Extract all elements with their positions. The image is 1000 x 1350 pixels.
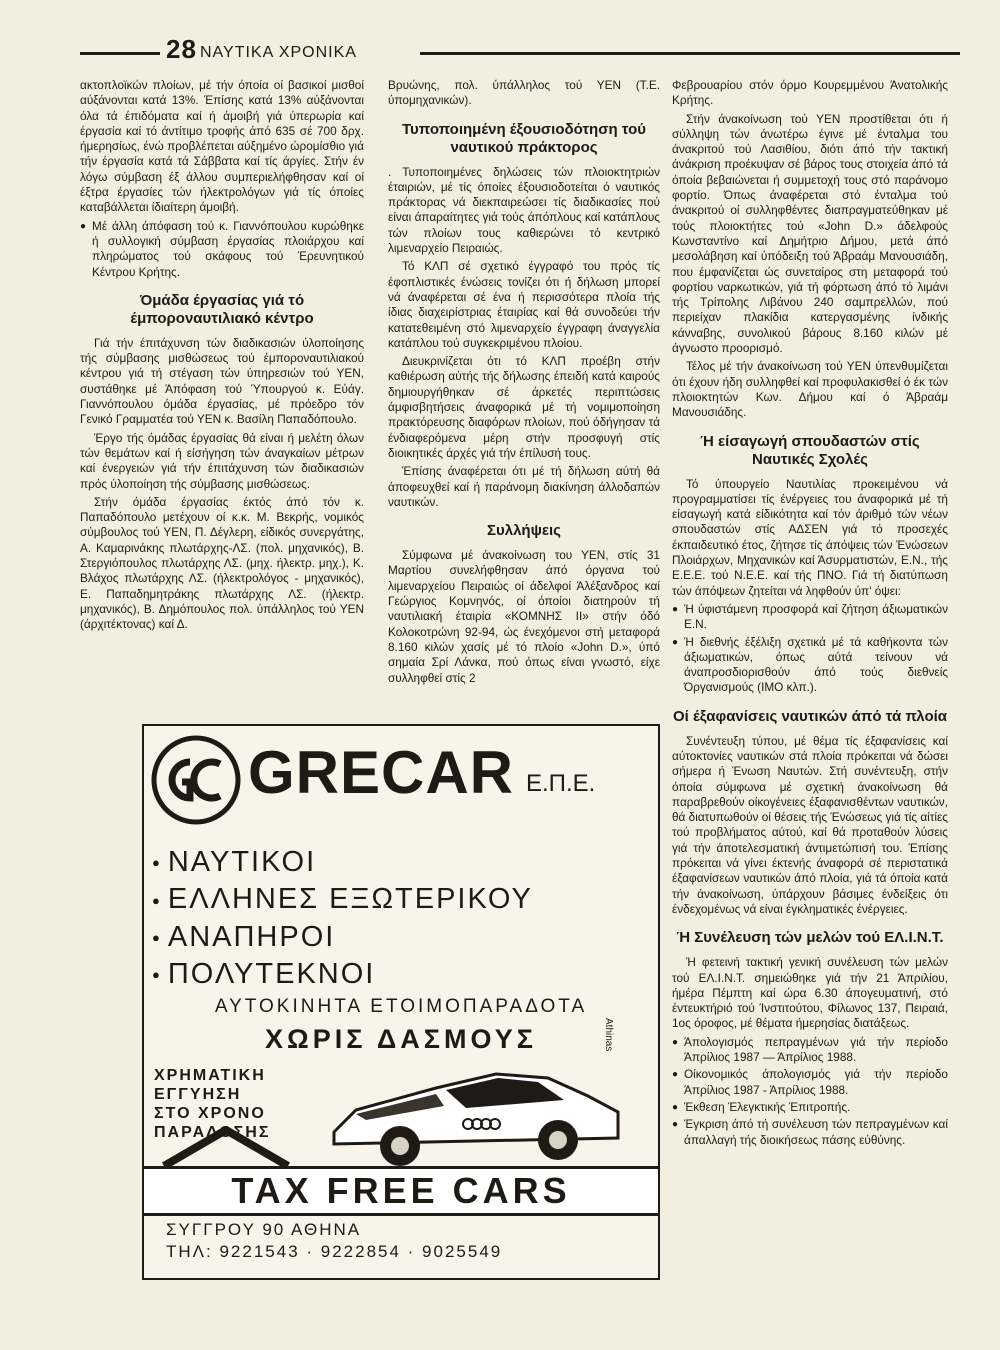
ad-categories [152,844,533,993]
col1-bullet: ● Μέ άλλη άπόφαση τού κ. Γιαννόπουλου κυρώθηκε ή συλλογική σύμβαση έργασίας πλοιάρχου καί πληρώματος τού σκάφους τού Έρευνητικού Κέντρου Κρήτης. [80,219,364,280]
col3-paragraph: Συνέντευξη τύπου, μέ θέμα τίς έξαφανίσεις καί αύτοκτονίες ναυτικών στά πλοία πρόκειται νά δώσει σήμερα ή Ένωση Ναυτών. Στή συνέντευξη, στήν όποία σύμφωνα μέ σχετική άνακοίνωση θά παραβρεθούν οίκογένειες έξαφανισθέντων ναυτικών, θά διατυπωθούν οί θέσεις τής Ένώσεως γιά τίς αίτίες τού προβλήματος αύτού, καί θά προταθούν λύσεις γιά τήν άποτελεσματική άντιμετώπισή του. Έπίσης πρόκειται νά γίνει έκτενής άναφορά σέ περιστατικά έξαφανίσεων ναυτικών άπό πλοία, γιά τά όποία κατά τήν άνακοίνωση, ύπάρχουν βάσιμες ένδείξεις ότι ένδεχομένως νά είναι έγκληματικές ένέργειες. [672,733,948,916]
ad-category: ● ΠΟΛΥΤΕΚΝΟΙ [152,956,533,993]
col3-bullet: ● Ή διεθνής έξέλιξη σχετικά μέ τά καθήκοντα τών άξιωματικών, όπως αύτά τείνουν νά άναπροσδιορισθούν άπό τούς διεθνείς Όργανισμούς (ΙΜΟ κλπ.). [672,635,948,696]
col3-agenda-bullets [672,1035,948,1148]
page-header [80,34,960,70]
column-2 [388,78,660,710]
grecar-advertisement [142,724,660,1280]
col1-paragraph: ακτοπλοϊκών πλοίων, μέ τήν όποία οί βασικοί μισθοί αύξάνονται κατά 13%. Έπίσης κατά 13% αύξάνονται όλα τά έπιδόματα καί ή άμοιβή γιά ύπερωρία καί έργασία καί τό άντίτιμο τροφής άπό 635 σέ 700 δρχ. ήμερησίως, ένώ προβλέπεται αύξημένο ώρομίσθιο γιά τήν έργασία κατά τά Σάββατα καί τίς άργίες. Στήν έν λόγω σύμβαση έξ άλλου συμπεριελήφθησαν καί οί έξτρα έργασίες τών ήλεκτρολόγων γιά τίς όποίες καταβάλλεται ίδιαίτερη άμοιβή. [80,78,364,215]
col1-paragraph: Στήν όμάδα έργασίας έκτός άπό τόν κ. Παπαδόπουλο μετέχουν οί κ.κ. Μ. Βεκρής, νομικός σύμβουλος τού ΥΕΝ, Π. Δέγλερη, είδικός συνεργάτης, Α. Καμαρινάκης πλωτάρχης-ΛΣ. (πολ. μηχανικός), Β. Στεργιόπουλος πλωτάρχης ΛΣ. (μηχ. ήλεκτρ. μηχ.), Κ. Βλάχος πλωτάρχης ΛΣ. (ήλεκτρολόγος - μηχανικός), Ε. Παπαδημητράκης πλωτάρχης ΛΣ. (ήλεκτρ. μηχανικός), Β. Δημόπουλος πολ. ύπάλληλος τού ΥΕΝ (άρχιτέκτονας) καί Δ. [80,494,364,632]
header-rule-left [80,52,160,55]
ad-ready-cars: ΑΥΤΟΚΙΝΗΤΑ ΕΤΟΙΜΟΠΑΡΑΔΟΤΑ [214,996,588,1017]
page-number: 28 [166,34,197,64]
ad-brand-suffix: Ε.Π.Ε. [526,770,596,797]
col3-heading-students: Ή είσαγωγή σπουδαστών στίς Ναυτικές Σχολές [700,432,920,468]
col1-paragraph: Έργο τής όμάδας έργασίας θά είναι ή μελέτη όλων τών θεμάτων καί ή είσήγηση τών άναγκαίων μέτρων καί ένεργειών γιά τήν έπιτάχυνση τών διαδικασιών πρός ύλοποίηση τής σύμβασης μισθώσεως. [80,430,364,491]
col3-bullets [672,602,948,696]
col3-heading-disappearances: Οί έξαφανίσεις ναυτικών άπό τά πλοία [672,707,947,725]
col3-bullet: ● Άπολογισμός πεπραγμένων γιά τήν περίοδο Άπρίλιος 1987 — Άπρίλιος 1988. [672,1035,948,1066]
up-arrow-icon [156,1126,296,1166]
col2-paragraph: Έπίσης άναφέρεται ότι μέ τή δήλωση αύτή θά άποφευχθεί καί ή παράνομη διακίνηση άλλοδαπών ναυτικών. [388,464,660,509]
col2-paragraph: Σύμφωνα μέ άνακοίνωση του ΥΕΝ, στίς 31 Μαρτίου συνελήφθησαν άπό όργανα τού λιμεναρχείου Πειραιώς οί άδελφοί Άλέξανδρος καί Γεώργιος Κομνηνός, οί όποίοι διατηρούν τή ναυτιλιακή έταιρία «ΚΟΜΝΗΣ ΙΙ» στήν όδό Κολοκοτρώνη 92-94, ώς ένεχόμενοι στή μεταφορά 8.160 κιλών χασίς μέ τό πλοίο «John D.», ύπό σημαία Σρί Λάνκα, πού όπως είναι γνωστό, είχε συλληφθεί στίς 2 [388,548,660,685]
ad-tax-free-banner: TAX FREE CARS [144,1166,658,1216]
col3-paragraph: Τό ύπουργείο Ναυτιλίας προκειμένου νά προγραμματίσει τίς ένέργειες του άναφορικά μέ τή είσαγωγή κατά είδικότητα καί τόν άριθμό τών νέων σπουδαστών στίς ΑΔΣΕΝ γιά τό προσεχές έκπαιδευτικό έτος, ζήτησε τίς άπόψεις τών Ένώσεων Πλοιάρχων, Μηχανικών καί Άσυρματιστών, Ε.Ν., τής Ε.Ε.Ε. τού Ν.Ε.Ε. καί τής ΠΝΟ. Γιά τή διατύπωση τών άπόψεων ζητείται νά ληφθούν ύπ' όψει: [672,476,948,598]
col2-paragraph: Βρυώνης, πολ. ύπάλληλος τού ΥΕΝ (Τ.Ε. ύπομηχανικών). [388,78,660,108]
col3-bullet: ● Έγκριση άπό τή συνέλευση τών πεπραγμένων καί άπαλλαγή τής διοικήσεως πάσης εύθύνης. [672,1117,948,1148]
header-rule-right [420,52,960,55]
col3-paragraph: Στήν άνακοίνωση τού ΥΕΝ προστίθεται ότι ή σύλληψη τών άνωτέρω έγινε μέ ένταλμα του άνακριτού τού Λασιθίου, διότι άπό τήν τακτική άνάκριση προέκυψαν σέ βάρος τους στοιχεία άπό τά όποία βεβαιώνεται ή συμμετοχή τους στό παράνομο φορτίο. Όπως άναφέρεται στό ένταλμα τού άνακριτού οί συλληφθέντες διαπραγματεύθηκαν μέ τούς πλοιοκτήτες τού «John D.» άδελφούς Κωνσταντίνο καί Δημήτριο Δήμου, μετά άπό μεσολάβηση καί ύπόδειξη τού Άβραάμ Μανουσιάδη, που έμφανίζεται ώς συνεταίρος στη μεταφορά τού φορτίου ναρκωτικών, γιά τή φόρτωση άπό τό λιμάνι τής Τρίπολης Λιβάνου 240 σαμπρελλών, πού περιείχαν πλακίδια κατεργασμένης ίνδικής κάνναβης, συνολικού βάρους 8.160 κιλών μέ άγνωστο προορισμό. [672,111,948,356]
col2-paragraph: Διευκρινίζεται ότι τό ΚΛΠ προέβη στήν καθιέρωση αύτής τής δήλωσης έπειδή κατά καιρούς δημιουργήθηκαν σέ άρκετές περιπτώσεις άμφισβητήσεις άναφορικά μέ τή νομιμοποίηση πρακτόρευσης διαφόρων πλοίων, πού όδήγησαν τά ένδιαφερόμενα μέρη στήν προσφυγή στίς διοικητικές άρχές γιά τήν έπίλυσή τους. [388,354,660,460]
col3-paragraph: Φεβρουαρίου στόν όρμο Κουρεμμένου Άνατολικής Κρήτης. [672,78,948,108]
col1-paragraph: Γιά τήν έπιτάχυνση τών διαδικασιών ύλοποίησης τής σύμβασης μισθώσεως τού έμποροναυτιλιακού κέντρου γιά τή στέγαση τών ύπηρεσιών τού ΥΕΝ, συστάθηκε μέ Άπόφαση τού Ύπουργού κ. Εύάγ. Γιαννόπουλου όμάδα έργασίας, μέ πρόεδρο τόν Γενικό Γραμματέα τού ΥΕΝ κ. Βασίλη Παπαδόπουλο. [80,335,364,427]
col2-heading-arrests: Συλλήψεις [487,522,561,540]
col3-paragraph: Ή φετεινή τακτική γενική συνέλευση τών μελών τού ΕΛ.Ι.Ν.Τ. σημειώθηκε γιά τήν 21 Άπριλίου, ήμέρα Πέμπτη καί ώρα 6.30 άπογευματινή, στό έντευκτήριό τού Ίνστιτούτου, Φίλωνος 137, Πειραιά, 1ος όροφος, μέ θέματα ήμερησίας διατάξεως. [672,955,948,1031]
ad-guarantee: ΧΡΗΜΑΤΙΚΗ ΕΓΓΥΗΣΗ ΣΤΟ ΧΡΟΝΟ ΠΑΡΑΔΟΣΗΣ [154,1067,271,1141]
ad-no-duty: ΧΩΡΙΣ ΔΑΣΜΟΥΣ [265,1024,537,1054]
ad-address: ΣΥΓΓΡΟΥ 90 ΑΘΗΝΑ [166,1220,362,1239]
car-illustration-icon [326,1054,626,1170]
ad-watermark: Athinas [603,1018,614,1052]
col2-heading-agent: Τυποποιημένη έξουσιοδότηση τού ναυτικού πράκτορος [402,120,646,156]
col1-heading-team: Όμάδα έργασίας γιά τό έμποροναυτιλιακό κέντρο [130,291,314,327]
column-1 [80,78,364,710]
col2-paragraph: Τό ΚΛΠ σέ σχετικό έγγραφό του πρός τίς έφοπλιστικές ένώσεις τονίζει ότι ή δήλωση μπορεί νά άναφέρεται σέ ένα ή περισσότερα πλοία τής ίδιας διαχειρίστριας έταιρίας καί θά συνοδεύει τήν κατατεθειμένη στό λιμεναρχείο έγγραφη άναγγελία κατάπλου τού συγκεκριμένου πλοίου. [388,259,660,350]
col3-bullet: ● Οίκονομικός άπολογισμός γιά τήν περίοδο Άπρίλιος 1987 - Άπρίλιος 1988. [672,1067,948,1098]
col1-bullets [80,219,364,280]
col3-bullet: ● Έκθεση Έλεγκτικής Έπιτροπής. [672,1100,948,1115]
ad-category: ● ΝΑΥΤΙΚΟΙ [152,844,533,881]
ad-phones: ΤΗΛ: 9221543 · 9222854 · 9025549 [166,1242,503,1261]
ad-brand: GRECAR [248,739,515,806]
col2-paragraph: . Τυποποιημένες δηλώσεις τών πλοιοκτητριών έταιριών, μέ τίς όποίες έξουσιοδοτείται ό ναυτικός πράκτορας νά διεκπαιρεώσει τίς διαδικασίες πού είναι άπαραίτητες γιά τούς άπόπλους καί κατάπλους τών πλοίων τους καθιερώνει τό κεντρικό λιμεναρχείο Πειραιώς. [388,164,660,256]
column-3 [672,78,948,1250]
col3-bullet: ● Ή ύφιστάμενη προσφορά καί ζήτηση άξιωματικών Ε.Ν. [672,602,948,633]
magazine-title: ΝΑΥΤΙΚΑ ΧΡΟΝΙΚΑ [200,44,357,61]
ad-category: ● ΑΝΑΠΗΡΟΙ [152,919,533,956]
ad-category: ● ΕΛΛΗΝΕΣ ΕΞΩΤΕΡΙΚΟΥ [152,881,533,918]
grecar-logo-icon [150,734,242,826]
col3-heading-assembly: Ή Συνέλευση τών μελών τού ΕΛ.Ι.Ν.Τ. [676,929,944,947]
col3-paragraph: Τέλος μέ τήν άνακοίνωση τού ΥΕΝ ύπενθυμίζεται ότι έχουν ήδη συλληφθεί καί προφυλακισθεί ό έκ τών πλοιοκτητών Κων. Δήμου καί ό Άβραάμ Μανουσιάδης. [672,359,948,420]
